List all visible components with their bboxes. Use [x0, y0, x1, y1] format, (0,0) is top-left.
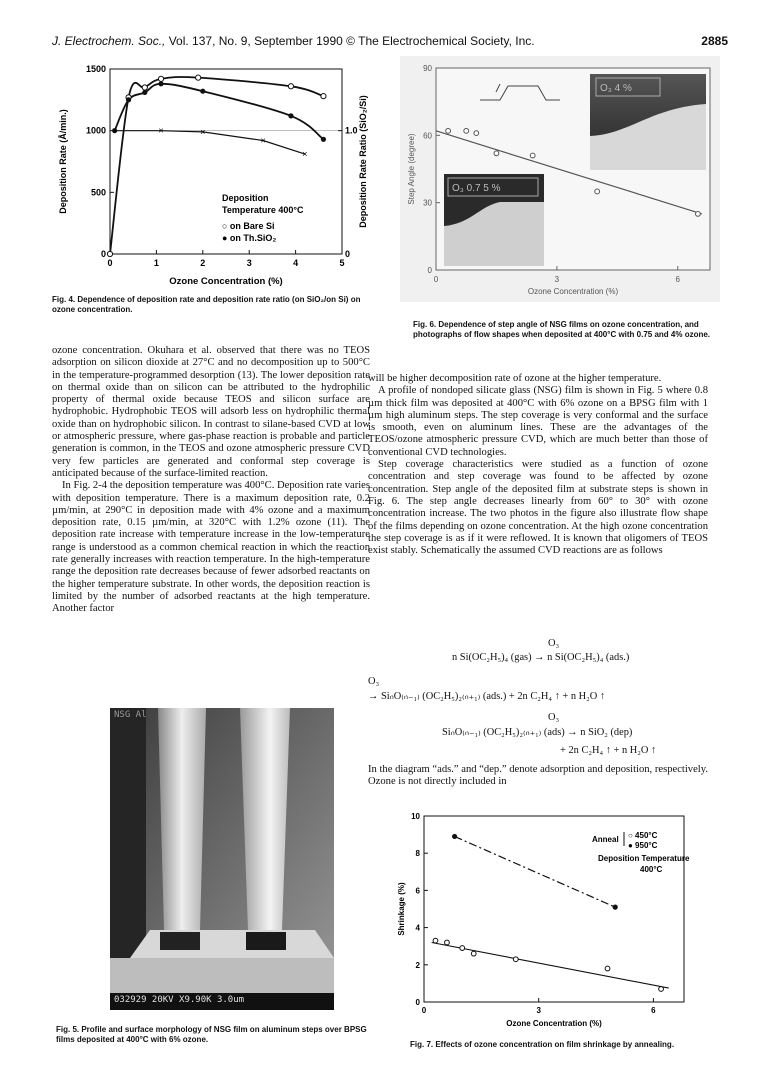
data-point-450	[471, 951, 476, 956]
equation-2: → SiₙO₍ₙ₋₁₎ (OC₂H₅)₂₍ₙ₊₁₎ (ads.) + 2n C₂H₄ ↑ + n H₂O ↑	[368, 691, 606, 702]
x-tick-label: 0	[433, 275, 439, 284]
data-point-450	[513, 957, 518, 962]
inset-label-high: O₃ 4 %	[600, 83, 632, 94]
y2-tick-label: 0	[345, 249, 351, 259]
inset-label-low: O₃ 0.7 5 %	[452, 183, 501, 194]
data-point-ratio: ×	[302, 149, 308, 160]
fit-line-450	[432, 942, 669, 988]
data-point	[530, 153, 535, 158]
eq3-over: O₃	[548, 712, 560, 723]
right-column-text	[368, 373, 708, 557]
x-axis-label: Ozone Concentration (%)	[169, 276, 283, 287]
fig7-caption: Fig. 7. Effects of ozone concentration on film shrinkage by annealing.	[410, 1040, 675, 1049]
paragraph: In the diagram “ads.” and “dep.” denote adsorption and deposition, respectively. Ozone is not directly included in	[368, 764, 708, 788]
y2-axis-label: Deposition Rate Ratio (SiO₂/Si)	[358, 95, 368, 228]
fig6-chart	[400, 56, 720, 302]
y-tick-label: 4	[415, 923, 420, 933]
y-tick-label: 0	[100, 249, 106, 259]
legend-title: Temperature 400°C	[222, 205, 304, 215]
data-point-ratio: ×	[112, 125, 118, 136]
data-point-bare-si	[321, 94, 326, 99]
x-tick-label: 2	[200, 258, 206, 268]
x-tick-label: 3	[246, 258, 252, 268]
y-axis-label: Deposition Rate (Å/min.)	[58, 109, 68, 214]
data-point-ratio: ×	[200, 126, 206, 137]
legend-title: Deposition	[222, 193, 269, 203]
eq1-over: O₃	[548, 638, 560, 649]
data-point	[464, 128, 469, 133]
running-header	[52, 34, 535, 48]
y-tick-label: 8	[415, 849, 420, 859]
paragraph: In Fig. 2-4 the deposition temperature was 400°C. Deposition rate varies with deposition temperature. There is a maximum deposition rate, 0.2 µm/min, at 290°C in deposition made with 4% ozone and a maximum deposition rate, 0.15 µm/min, at 320°C with 1.2% ozone (11). The deposition rate increase with temperature increase in the low-temperature range is understood as a common chemical reaction in which the reaction rate generally increases with reaction temperature. In the high-temperature range the deposition rate decreases because of fewer adsorbed reactants on the higher temperature substrate. In other words, the deposition reaction is limited by the number of adsorbed reactants at the high temperature. Another factor	[52, 480, 370, 615]
photo-scale-bar: 032929 20KV X9.90K 3.0um	[114, 995, 245, 1005]
data-point-450	[445, 940, 450, 945]
paragraph: A profile of nondoped silicate glass (NSG) film is shown in Fig. 5 where 0.8 µm thick film was deposited at 400°C with 6% ozone on a BPSG film with 1 µm high aluminum steps. The step coverage is very conformal and the surface is smooth, even on aluminum lines. These are the advantages of the TEOS/ozone atmospheric pressure CVD, which are much better than those of conventional CVD technologies.	[368, 385, 708, 458]
x-tick-label: 5	[339, 258, 345, 268]
series-line-bare-si	[110, 77, 323, 254]
y-tick-label: 500	[90, 187, 106, 198]
legend-anneal: Anneal	[592, 835, 619, 844]
data-point-450	[433, 938, 438, 943]
data-point	[595, 189, 600, 194]
y-axis-label: Step Angle (degree)	[407, 133, 416, 205]
y2-tick-label: 1.0	[345, 125, 358, 136]
y-tick-label: 2	[415, 960, 420, 970]
x-axis-label: Ozone Concentration (%)	[527, 287, 619, 296]
y-tick-label: 90	[423, 64, 432, 73]
legend-entry-th-sio2: ● on Th.SiO₂	[222, 233, 277, 243]
equation-3: SiₙO₍ₙ₋₁₎ (OC₂H₅)₂₍ₙ₊₁₎ (ads) → n SiO₂ (dep)	[442, 727, 633, 738]
fig6-caption: Fig. 6. Dependence of step angle of NSG films on ozone concentration, and photographs of flow shapes when deposited at 400°C with 0.75 and 4% ozone.	[413, 320, 711, 339]
right-column-text-2	[368, 764, 708, 789]
fig4-chart	[52, 56, 382, 290]
data-point	[696, 211, 701, 216]
series-line-ratio	[115, 131, 305, 154]
x-tick-label: 6	[651, 1006, 656, 1015]
fig5-sem-photo	[110, 708, 334, 1010]
data-point-ratio: ×	[158, 125, 164, 136]
eq2-over: O₃	[368, 676, 380, 687]
fig7-chart	[392, 806, 692, 1032]
sem-image	[110, 708, 334, 1010]
data-point-th-sio2	[321, 137, 326, 142]
x-tick-label: 0	[107, 258, 113, 268]
data-point-th-sio2	[200, 89, 205, 94]
page-number: 2885	[701, 34, 728, 48]
legend-entry-bare-si: ○ on Bare Si	[222, 221, 275, 231]
x-tick-label: 1	[153, 258, 159, 268]
y-tick-label: 0	[415, 998, 420, 1007]
data-point-th-sio2	[126, 97, 131, 102]
data-point-bare-si	[288, 84, 293, 89]
data-point-bare-si	[158, 76, 163, 81]
y-tick-label: 30	[423, 198, 432, 208]
x-tick-label: 3	[554, 275, 560, 284]
data-point-bare-si	[142, 85, 147, 90]
photo-top-label: NSG Al	[114, 710, 147, 720]
data-point-450	[605, 966, 610, 971]
data-point-th-sio2	[288, 113, 293, 118]
data-point-ratio: ×	[260, 135, 266, 146]
legend-entry-450: ○ 450°C	[628, 831, 658, 840]
equation-4: + 2n C₂H₄ ↑ + n H₂O ↑	[560, 745, 657, 756]
data-point-450	[659, 987, 664, 992]
legend-entry-950: ● 950°C	[628, 841, 658, 850]
x-tick-label: 0	[421, 1006, 427, 1015]
legend-dep-temp: Deposition Temperature	[598, 854, 690, 863]
left-column-text	[52, 345, 370, 616]
citation: Vol. 137, No. 9, September 1990 © The Electrochemical Society, Inc.	[165, 34, 535, 48]
data-point	[474, 131, 479, 136]
data-point	[446, 128, 451, 133]
data-point-bare-si	[196, 75, 201, 80]
x-tick-label: 6	[675, 275, 680, 284]
x-axis-label: Ozone Concentration (%)	[506, 1019, 602, 1028]
x-tick-label: 4	[293, 258, 299, 268]
y-tick-label: 60	[423, 131, 432, 141]
paragraph: Step coverage characteristics were studied as a function of ozone concentration and step coverage was found to be affected by ozone concentration. Step angle of the deposited film at substrate steps is shown in Fig. 6. The step angle decreases linearly from 60° to 30° with ozone concentration increase. The two photos in the figure also illustrate flow shape of the films depending on ozone concentration. At the high ozone concentration the step coverage is as if it were reflowed. It is known that oligomers of TEOS exist stably. Schematically the assumed CVD reactions are as follows	[368, 459, 708, 557]
fit-line-950	[455, 836, 616, 907]
fig4-caption: Fig. 4. Dependence of deposition rate and deposition rate ratio (on SiO₂/on Si) on ozone concentration.	[52, 295, 361, 314]
equation-1: n Si(OC₂H₅)₄ (gas) → n Si(OC₂H₅)₄ (ads.)	[452, 652, 630, 663]
fig5-caption: Fig. 5. Profile and surface morphology of NSG film on aluminum steps over BPSG films deposited at 400°C with 6% ozone.	[56, 1025, 367, 1044]
paragraph: ozone concentration. Okuhara et al. observed that there was no TEOS adsorption on silicon dioxide at 27°C and no decomposition up to 500°C in the temperature-programmed desorption (13). The lower deposition rate on thermal oxide than on silicon can be attributed to the hydrophilic property of thermal oxide because TEOS and silicon surface are hydrophobic. Hydrophobic TEOS will adsorb less on hydrophilic thermal oxide than on hydrophobic silicon. In contrast to silane-based CVD at low or atmospheric pressure, where gas-phase reaction is probable and particle generation is common, in the TEOS and ozone atmospheric pressure CVD very few particles are generated and conformal step coverage is anticipated because of the surface-limited reaction.	[52, 345, 370, 479]
legend-dep-temp-value: 400°C	[640, 865, 663, 874]
y-tick-label: 6	[415, 886, 420, 896]
data-point-th-sio2	[142, 90, 147, 95]
y-tick-label: 1500	[85, 64, 106, 74]
paragraph: will be higher decomposition rate of ozone at the higher temperature.	[368, 373, 662, 384]
x-tick-label: 3	[536, 1006, 541, 1015]
data-point-th-sio2	[158, 81, 163, 86]
y-tick-label: 1000	[85, 125, 106, 136]
data-point-950	[613, 905, 618, 910]
y-axis-label: Shrinkage (%)	[397, 882, 406, 936]
data-point-950	[452, 834, 457, 839]
y-tick-label: 10	[411, 812, 420, 821]
data-point-bare-si	[107, 251, 112, 256]
y-tick-label: 0	[427, 266, 432, 275]
journal-name: J. Electrochem. Soc.,	[52, 34, 166, 48]
data-point	[494, 151, 499, 156]
data-point-450	[460, 946, 465, 951]
